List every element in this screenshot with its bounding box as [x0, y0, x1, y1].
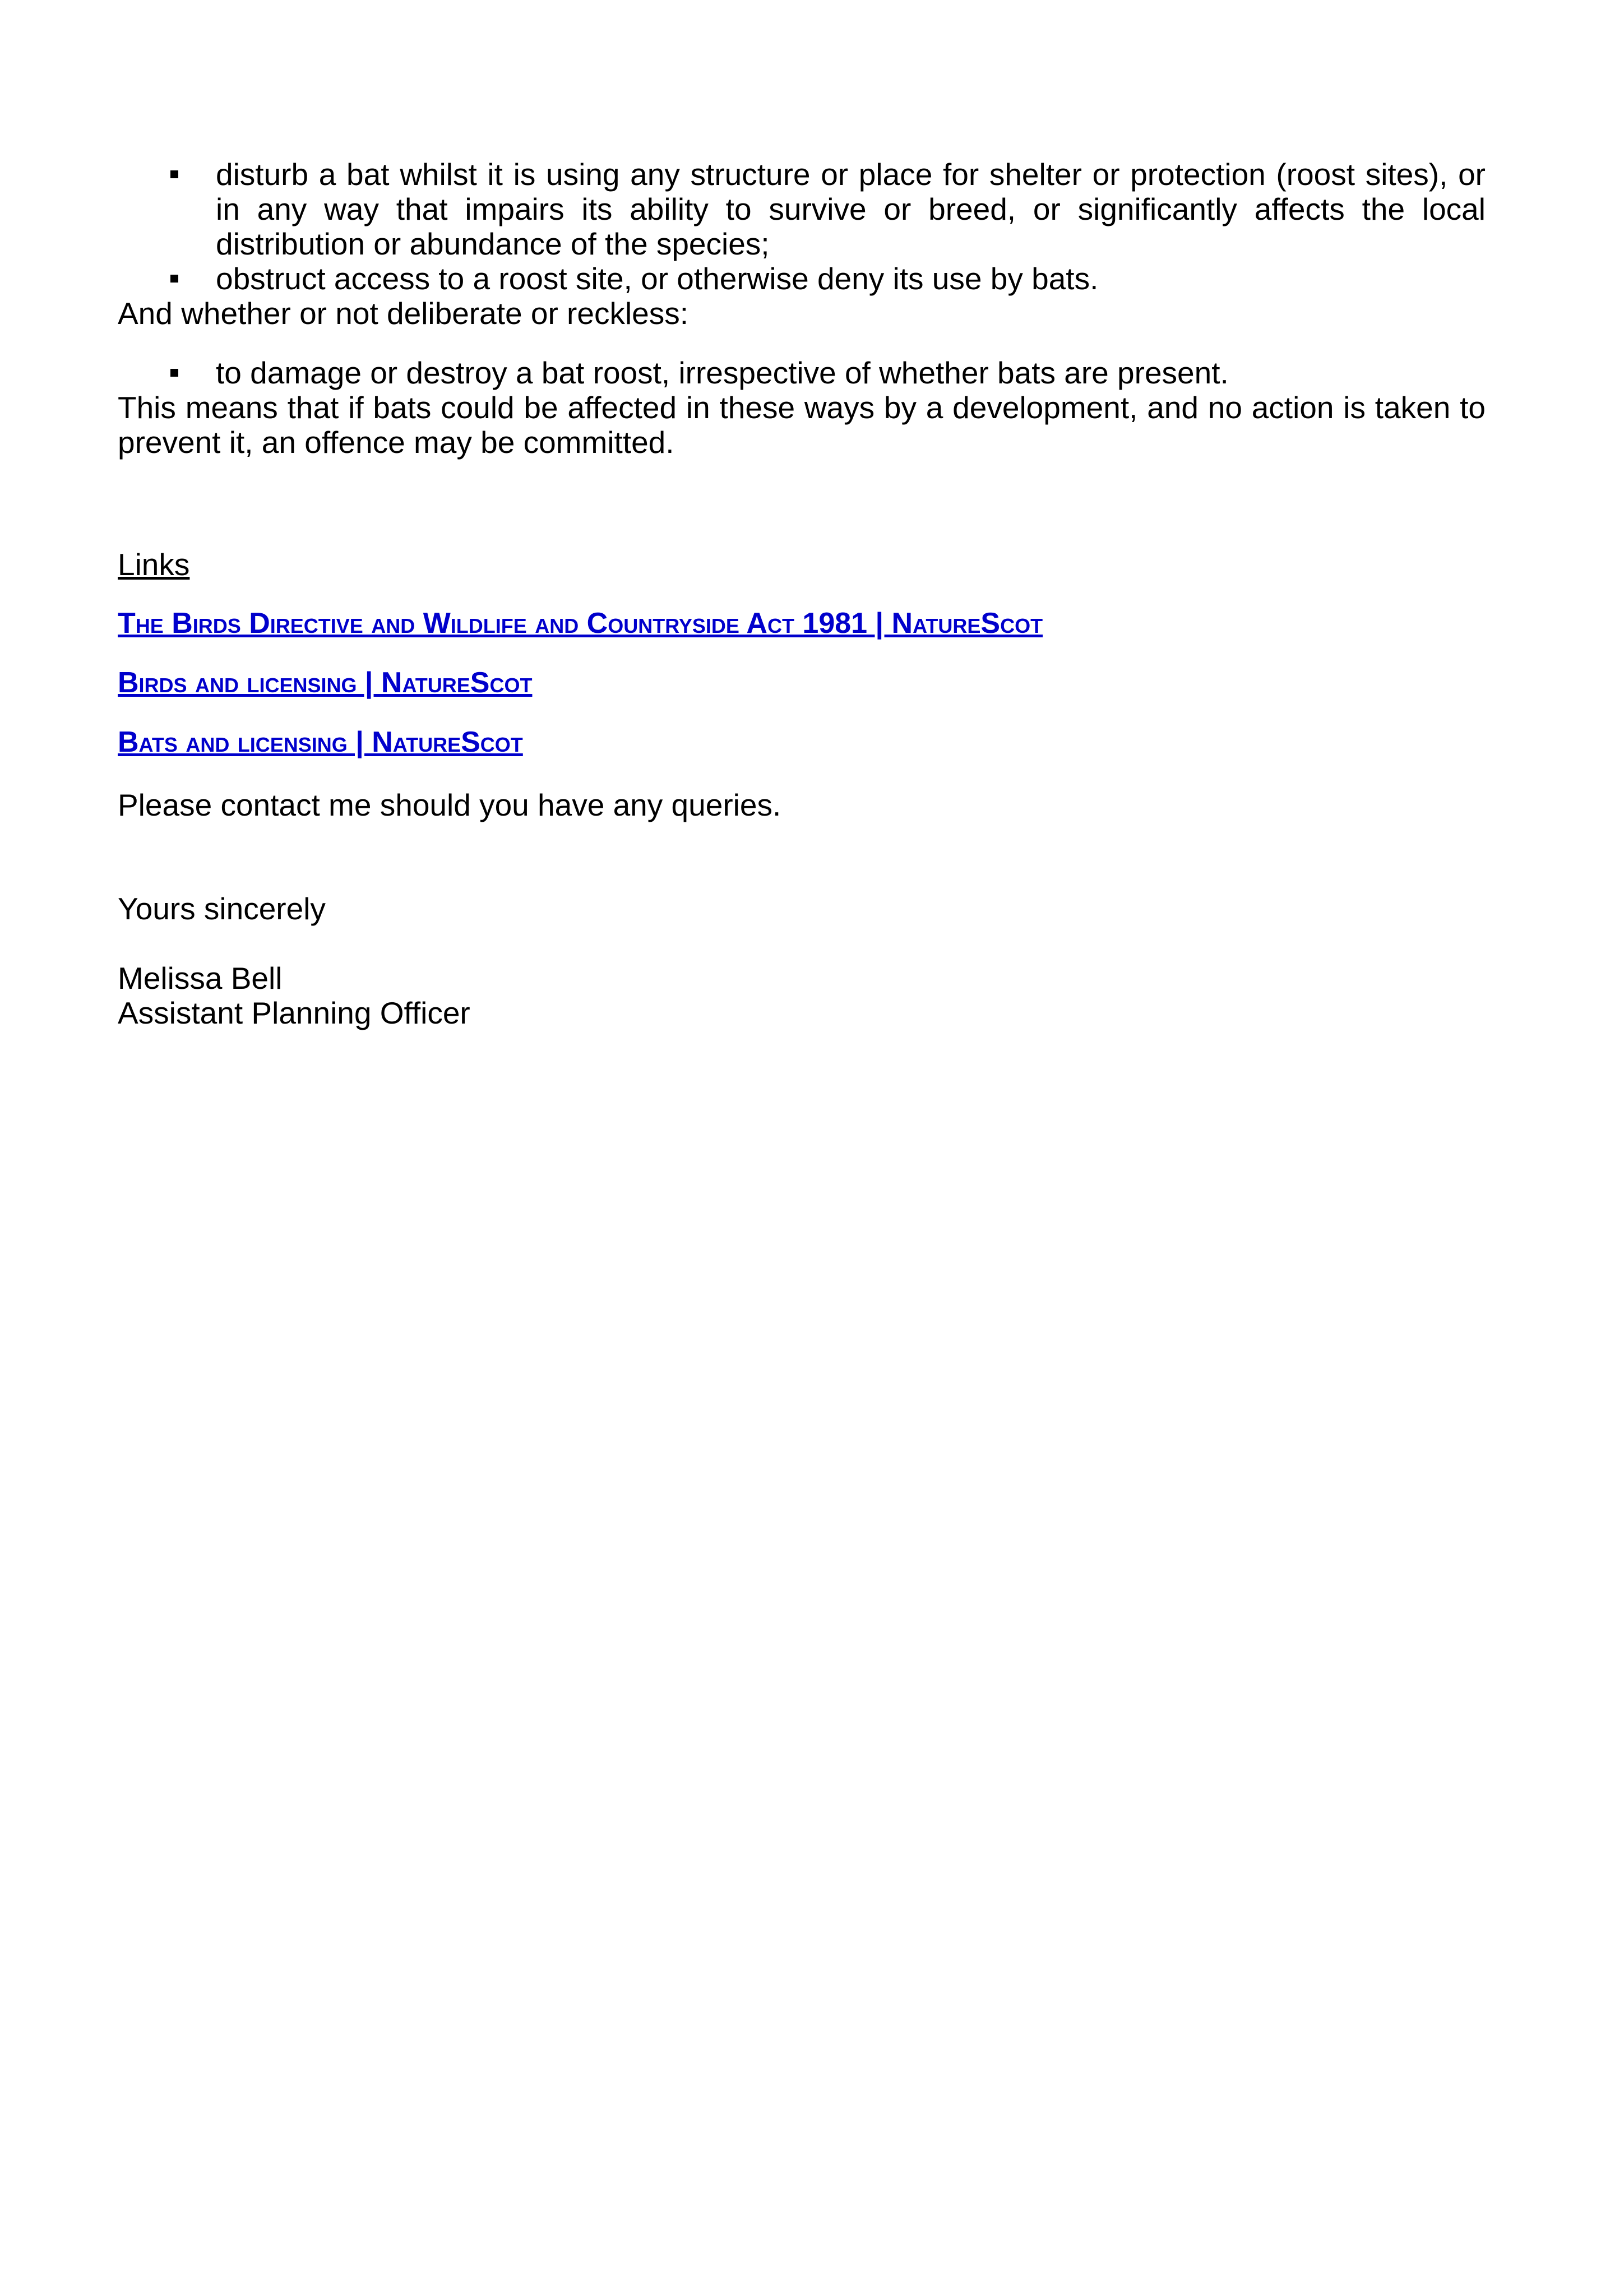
paragraph-offence: This means that if bats could be affected in these ways by a development, and no action is taken to prevent it, an offence may be committed.	[118, 390, 1486, 460]
bullet-text: to damage or destroy a bat roost, irrespective of whether bats are present.	[216, 355, 1229, 390]
link-bats-licensing[interactable]: Bats and licensing | NatureScot	[118, 726, 523, 758]
bullet-text: obstruct access to a roost site, or otherwise deny its use by bats.	[216, 261, 1099, 296]
paragraph-deliberate: And whether or not deliberate or reckless:	[118, 296, 689, 331]
link-birds-directive[interactable]: The Birds Directive and Wildlife and Countryside Act 1981 | NatureScot	[118, 607, 1043, 640]
bullet-text: disturb a bat whilst it is using any structure or place for shelter or protection (roost sites), or in any way that impairs its ability to survive or breed, or significantly affects the local distribution or abundance of the species;	[216, 157, 1486, 261]
links-heading: Links	[118, 547, 190, 582]
signoff: Yours sincerely	[118, 891, 326, 926]
square-bullet-icon	[170, 369, 178, 377]
signatory-title: Assistant Planning Officer	[118, 996, 470, 1030]
square-bullet-icon	[170, 275, 178, 283]
square-bullet-icon	[170, 170, 178, 178]
bullet-item-damage	[118, 355, 1486, 390]
contact-sentence: Please contact me should you have any queries.	[118, 788, 781, 822]
link-birds-licensing[interactable]: Birds and licensing | NatureScot	[118, 666, 533, 699]
signatory-name: Melissa Bell	[118, 961, 283, 996]
bullet-item-obstruct	[118, 261, 1486, 296]
bullet-item-disturb	[118, 157, 1486, 261]
